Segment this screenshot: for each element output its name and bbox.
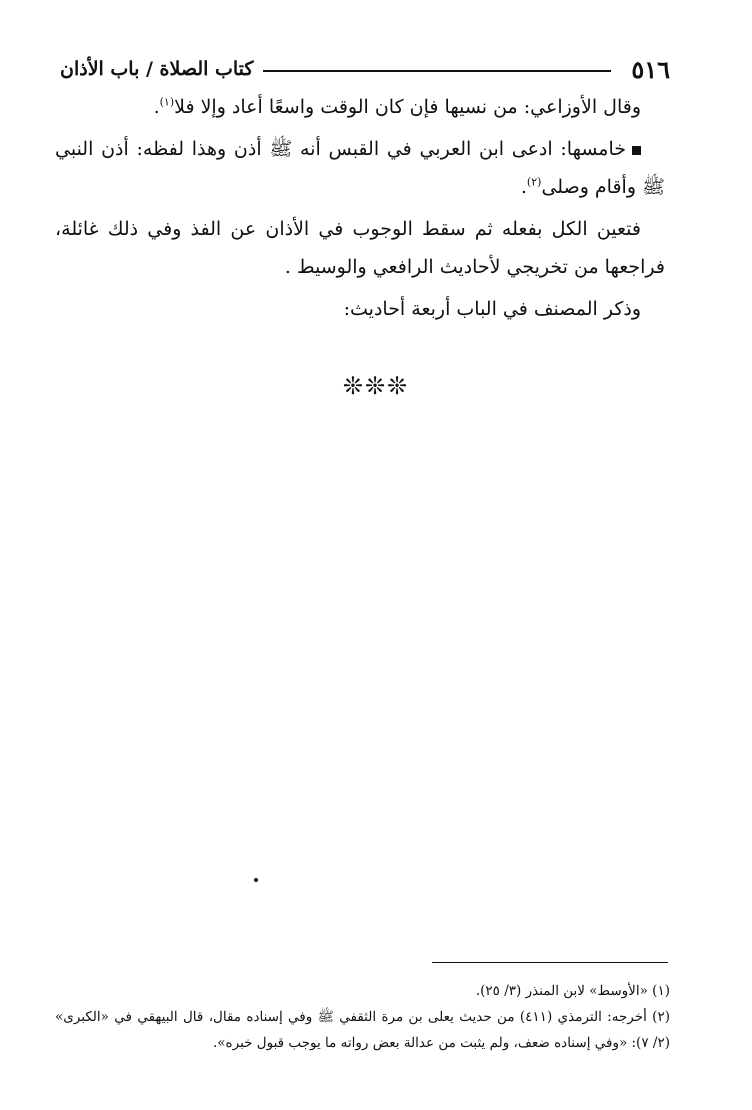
paragraph-four-hadiths: وذكر المصنف في الباب أربعة أحاديث: (343, 298, 641, 320)
footnote-2: (٢) أخرجه: الترمذي (٤١١) من حديث يعلى بن مرة الثقفي ﷺ وفي إسناده مقال، قال البيهقي في «الكبرى» (٢/ ٧): «وفي إسناده ضعف، ولم يثبت من عدالة بعض رواته ما يوجب قبول خبره». (55, 1009, 670, 1051)
asterism-ornament: ❊❊❊ (342, 372, 410, 400)
paragraph-fifth-end: . (520, 176, 527, 198)
running-head: كتاب الصلاة / باب الأذان (60, 58, 254, 80)
paragraph-fifth (55, 130, 665, 206)
paragraph-conclusion: فتعين الكل بفعله ثم سقط الوجوب في الأذان عن الفذ وفي ذلك غائلة، فراجعها من تخريجي لأحاديث الرافعي والوسيط . (55, 218, 665, 278)
footnote-ref-1: (١) (159, 95, 175, 109)
footnote-ref-2: (٢) (526, 175, 542, 189)
body-text (55, 88, 665, 332)
footnote-rule (432, 962, 668, 963)
stray-dot (254, 878, 258, 882)
page-header (60, 52, 670, 86)
header-rule (263, 70, 611, 72)
paragraph-awzai (55, 88, 665, 126)
page-number: ٥١٦ (631, 54, 670, 84)
paragraph-awzai-end: . (153, 96, 160, 118)
square-bullet-icon (632, 146, 641, 155)
footnotes (55, 978, 670, 1056)
paragraph-fifth-text: خامسها: ادعى ابن العربي في القبس أنه ﷺ أذن وهذا لفظه: أذن النبي ﷺ وأقام وصلى (55, 138, 665, 198)
footnote-1: (١) «الأوسط» لابن المنذر (٣/ ٢٥). (475, 983, 670, 999)
paragraph-awzai-text: وقال الأوزاعي: من نسيها فإن كان الوقت واسعًا أعاد وإلا فلا (174, 96, 641, 118)
